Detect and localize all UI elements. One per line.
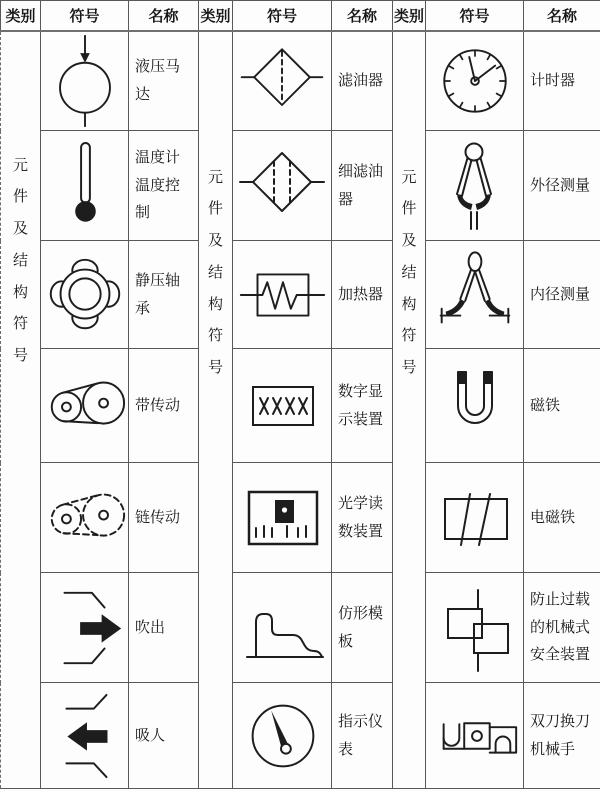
symbol-cell bbox=[426, 31, 524, 131]
symbol-cell bbox=[233, 683, 332, 789]
header-symbol-3: 符号 bbox=[426, 1, 524, 31]
header-name-1: 名称 bbox=[129, 1, 199, 31]
table-row bbox=[1, 31, 600, 131]
header-row bbox=[1, 1, 600, 31]
symbol-cell bbox=[426, 241, 524, 349]
magnet-icon bbox=[429, 356, 521, 456]
category-cell-group3 bbox=[393, 31, 426, 789]
header-name-2: 名称 bbox=[332, 1, 393, 31]
symbol-cell bbox=[426, 131, 524, 241]
name-cell: 链传动 bbox=[129, 463, 199, 573]
name-cell: 光学读数装置 bbox=[332, 463, 393, 573]
outer-diameter-caliper-icon bbox=[429, 136, 521, 236]
name-cell: 防止过载的机械式安全装置 bbox=[524, 573, 600, 683]
oil-filter-icon bbox=[236, 33, 328, 129]
name-cell: 计时器 bbox=[524, 31, 600, 131]
symbol-cell bbox=[233, 573, 332, 683]
name-cell: 磁铁 bbox=[524, 349, 600, 463]
name-cell: 电磁铁 bbox=[524, 463, 600, 573]
header-symbol-2: 符号 bbox=[233, 1, 332, 31]
table-row bbox=[1, 241, 600, 349]
overload-safety-device-icon bbox=[429, 578, 521, 678]
name-cell: 静压轴承 bbox=[129, 241, 199, 349]
category-cell-group2 bbox=[199, 31, 233, 789]
name-cell: 液压马达 bbox=[129, 31, 199, 131]
name-cell: 加热器 bbox=[332, 241, 393, 349]
symbol-cell bbox=[41, 573, 129, 683]
symbol-cell bbox=[233, 131, 332, 241]
symbol-cell bbox=[41, 31, 129, 131]
header-name-3: 名称 bbox=[524, 1, 600, 31]
header-category-2: 类别 bbox=[199, 1, 233, 31]
symbol-cell bbox=[233, 349, 332, 463]
name-cell: 温度计温度控制 bbox=[129, 131, 199, 241]
timer-clock-icon bbox=[429, 33, 521, 129]
table-row bbox=[1, 463, 600, 573]
fine-oil-filter-icon bbox=[236, 136, 328, 236]
symbol-cell bbox=[41, 349, 129, 463]
heater-icon bbox=[236, 246, 328, 344]
table-row bbox=[1, 131, 600, 241]
optical-readout-icon bbox=[236, 468, 328, 568]
blow-out-icon bbox=[41, 578, 129, 678]
header-symbol-1: 符号 bbox=[41, 1, 129, 31]
suction-icon bbox=[41, 687, 129, 785]
name-cell: 数字显示装置 bbox=[332, 349, 393, 463]
symbol-cell bbox=[426, 683, 524, 789]
symbol-cell bbox=[426, 463, 524, 573]
symbol-cell bbox=[41, 131, 129, 241]
category-cell-group1 bbox=[1, 31, 41, 789]
table-row bbox=[1, 349, 600, 463]
hydraulic-motor-icon bbox=[41, 33, 129, 129]
belt-drive-icon bbox=[41, 356, 129, 456]
name-cell: 细滤油器 bbox=[332, 131, 393, 241]
electromagnet-icon bbox=[429, 468, 521, 568]
hydrostatic-bearing-icon bbox=[41, 246, 129, 344]
name-cell: 指示仪表 bbox=[332, 683, 393, 789]
tool-change-manipulator-icon bbox=[429, 687, 521, 785]
inner-diameter-caliper-icon bbox=[429, 246, 521, 344]
name-cell: 带传动 bbox=[129, 349, 199, 463]
indicator-gauge-icon bbox=[236, 687, 328, 785]
symbol-cell bbox=[426, 573, 524, 683]
name-cell: 内径测量 bbox=[524, 241, 600, 349]
name-cell: 吸人 bbox=[129, 683, 199, 789]
table-row bbox=[1, 683, 600, 789]
name-cell: 吹出 bbox=[129, 573, 199, 683]
category-label-group3: 元件及结构符号 bbox=[401, 167, 417, 377]
thermometer-icon bbox=[41, 136, 129, 236]
symbol-cell bbox=[233, 241, 332, 349]
category-label-group2: 元件及结构符号 bbox=[207, 167, 223, 377]
symbol-cell bbox=[41, 683, 129, 789]
name-cell: 仿形模板 bbox=[332, 573, 393, 683]
digital-display-icon bbox=[236, 356, 328, 456]
header-category-1: 类别 bbox=[1, 1, 41, 31]
symbol-cell bbox=[41, 463, 129, 573]
symbol-cell bbox=[233, 463, 332, 573]
profiling-template-icon bbox=[236, 578, 328, 678]
name-cell: 双刀换刀机械手 bbox=[524, 683, 600, 789]
category-label-group1: 元件及结构符号 bbox=[12, 155, 28, 365]
name-cell: 滤油器 bbox=[332, 31, 393, 131]
symbol-cell bbox=[426, 349, 524, 463]
symbol-cell bbox=[41, 241, 129, 349]
header-category-3: 类别 bbox=[393, 1, 426, 31]
name-cell: 外径测量 bbox=[524, 131, 600, 241]
symbol-cell bbox=[233, 31, 332, 131]
table-row bbox=[1, 573, 600, 683]
chain-drive-icon bbox=[41, 468, 129, 568]
